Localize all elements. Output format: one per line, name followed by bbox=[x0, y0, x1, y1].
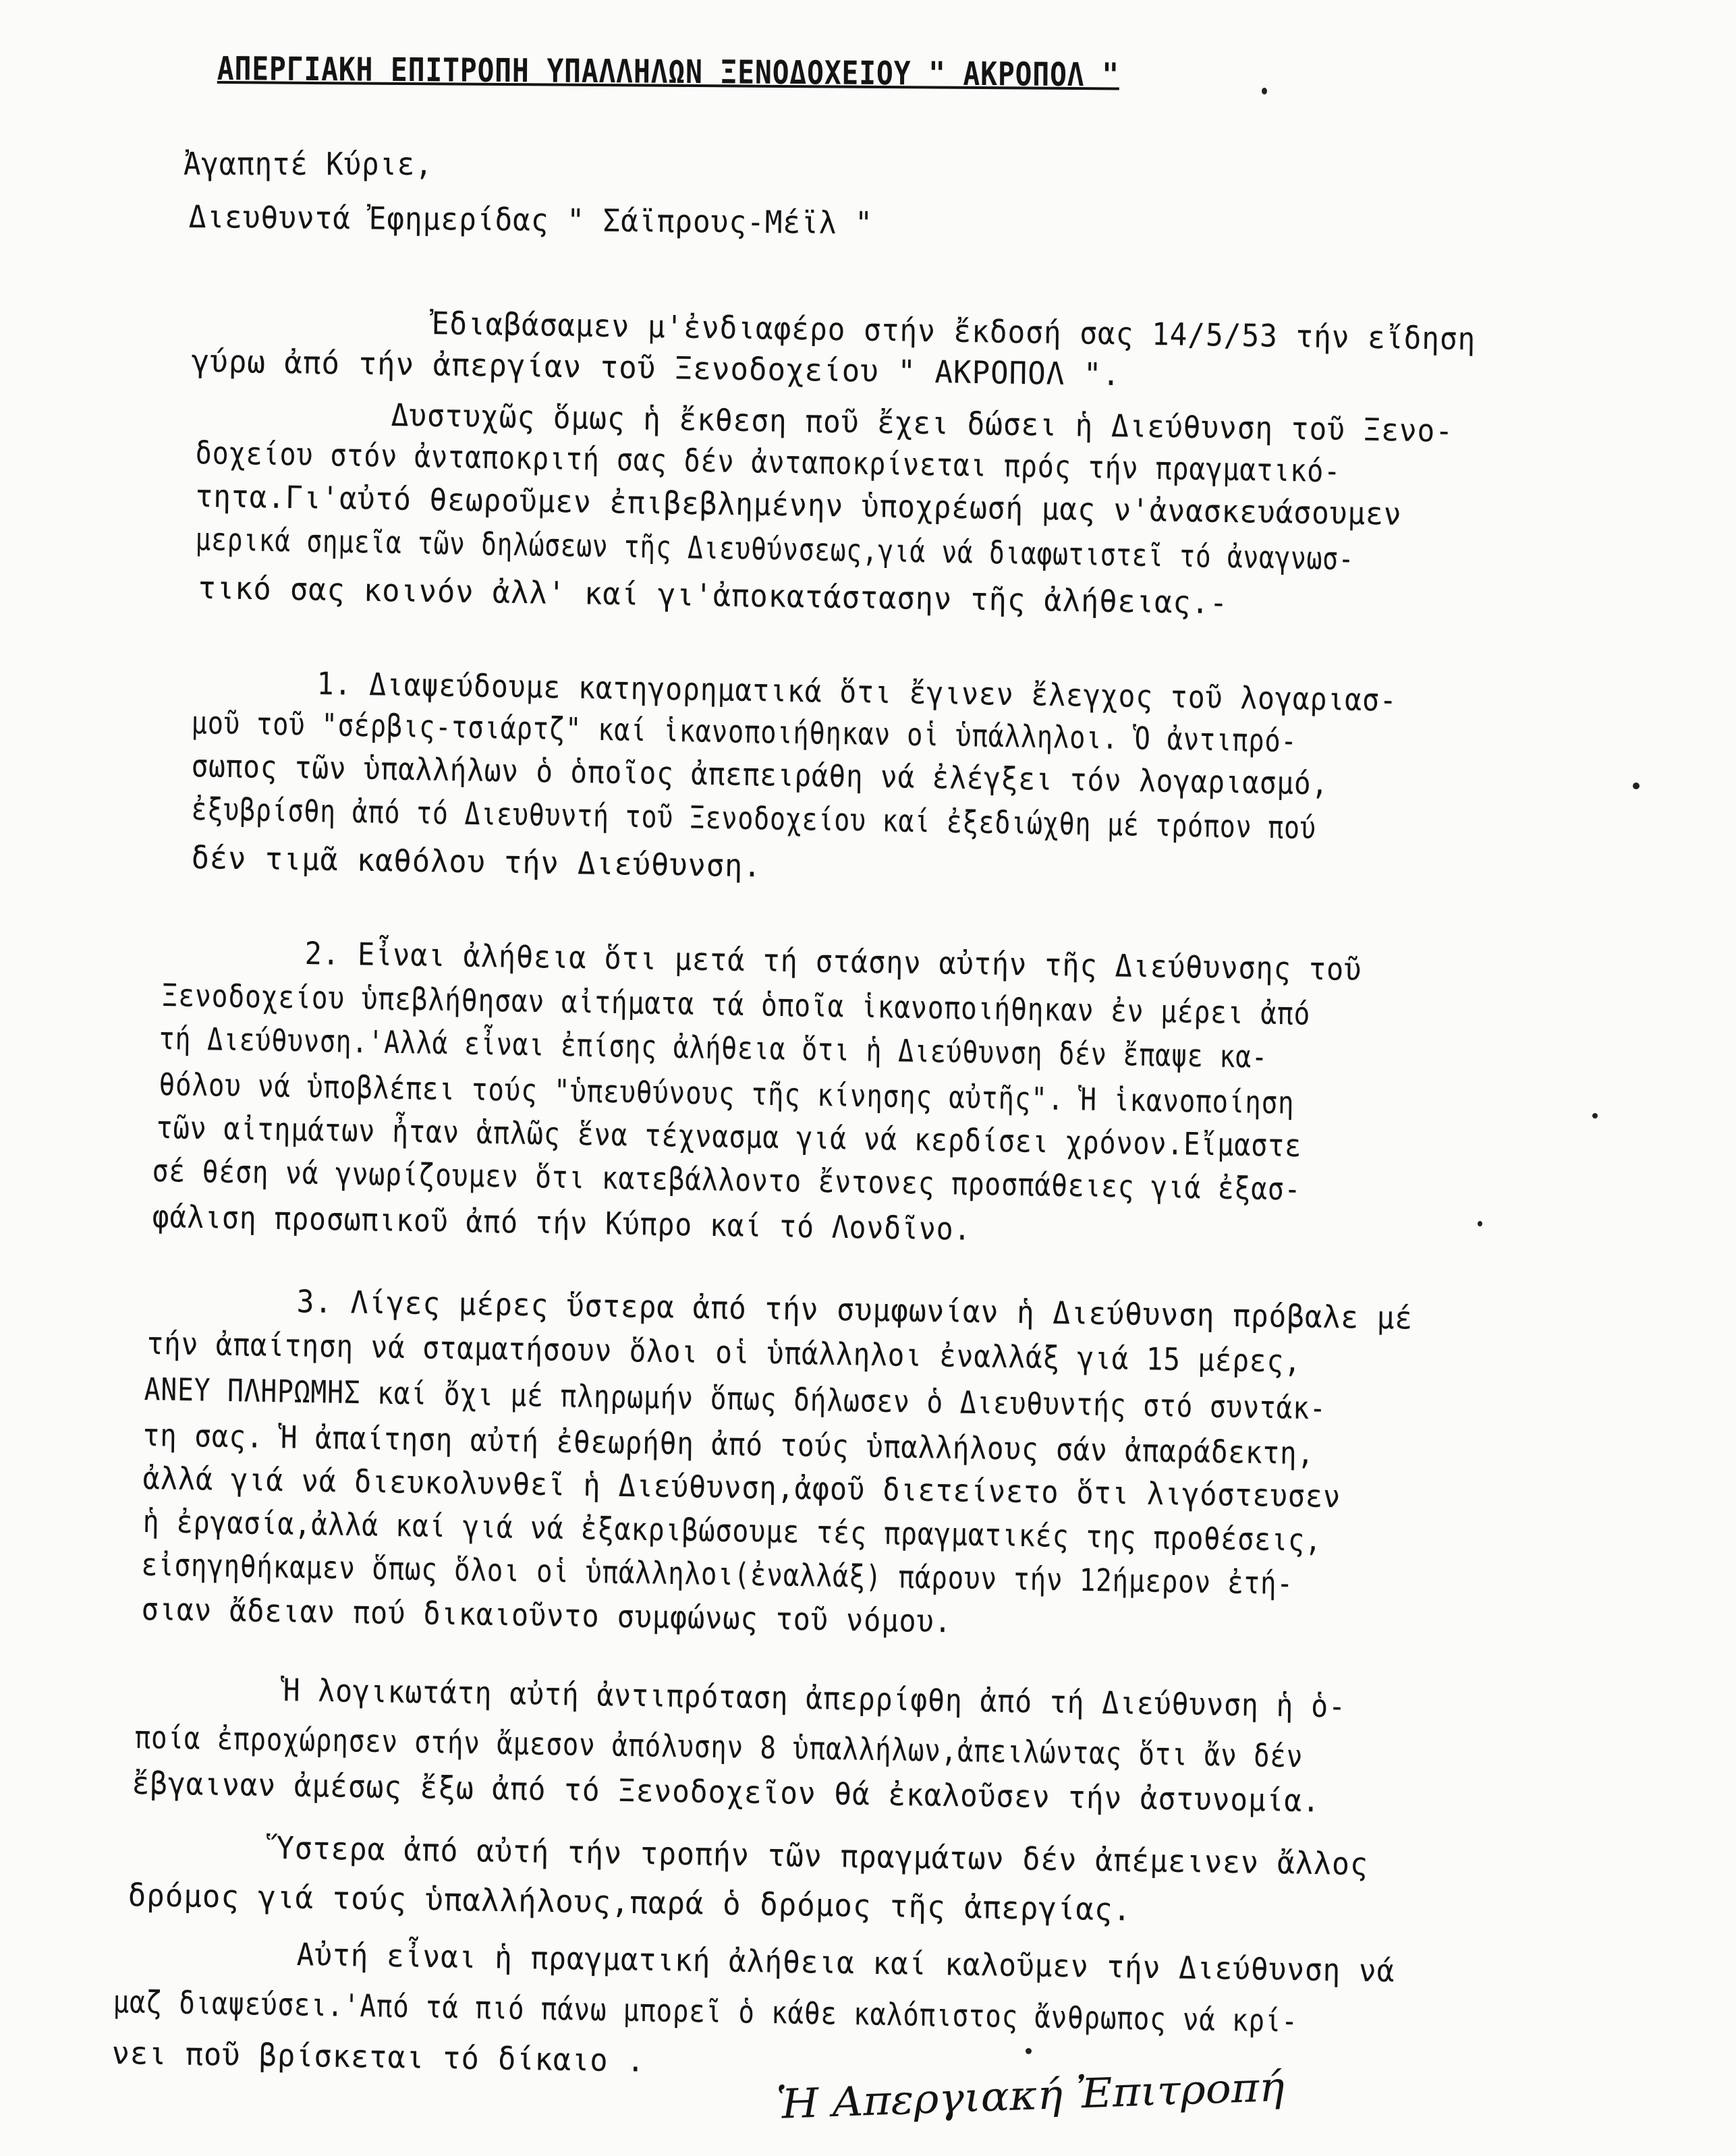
text-line: 2. Εἶναι ἀλήθεια ὅτι μετά τή στάσην αὐτήν τῆς Διεύθυνσης τοῦ bbox=[304, 935, 1362, 988]
text-line: φάλιση προσωπικοῦ ἀπό τήν Κύπρο καί τό Λονδῖνο. bbox=[152, 1198, 972, 1247]
text-line: γύρω ἀπό τήν ἀπεργίαν τοῦ Ξενοδοχείου " ΑΚΡΟΠΟΛ ". bbox=[191, 343, 1121, 393]
text-line: σιαν ἄδειαν πού δικαιοῦντο συμφώνως τοῦ νόμου. bbox=[141, 1591, 953, 1640]
text-line: τή Διεύθυνση.'Αλλά εἶναι ἐπίσης ἀλήθεια ὅτι ἡ Διεύθυνση δέν ἔπαψε κα- bbox=[159, 1020, 1268, 1075]
text-line: ἐξυβρίσθη ἀπό τό Διευθυντή τοῦ Ξενοδοχείου καί ἐξεδιώχθη μέ τρόπον πού bbox=[191, 791, 1317, 847]
text-line: μερικά σημεῖα τῶν δηλώσεων τῆς Διευθύνσεως,γιά νά διαφωτιστεῖ τό ἀναγνωσ- bbox=[195, 521, 1355, 577]
text-line: τικό σας κοινόν ἀλλ' καί γι'ἀποκατάστασην τῆς ἀλήθειας.- bbox=[198, 569, 1229, 621]
text-line: ἔβγαιναν ἀμέσως ἔξω ἀπό τό Ξενοδοχεῖον θά ἐκαλοῦσεν τήν ἀστυνομία. bbox=[132, 1765, 1321, 1819]
letter-heading: ΑΠΕΡΓΙΑΚΗ ΕΠΙΤΡΟΠΗ ΥΠΑΛΛΗΛΩΝ ΞΕΝΟΔΟΧΕΙΟΥ " ΑΚΡΟΠΟΛ " bbox=[217, 50, 1120, 94]
text-line: τῶν αἰτημάτων ἦταν ἁπλῶς ἕνα τέχνασμα γιά νά κερδίσει χρόνον.Εἴμαστε bbox=[156, 1109, 1302, 1164]
text-line: Δυστυχῶς ὅμως ἡ ἔκθεση ποῦ ἔχει δώσει ἡ Διεύθυνση τοῦ Ξενο- bbox=[391, 397, 1454, 449]
salutation: Ἀγαπητέ Κύριε, bbox=[184, 146, 433, 182]
text-line: εἰσηγηθήκαμεν ὅπως ὅλοι οἱ ὑπάλληλοι(ἐναλλάξ) πάρουν τήν 12ήμερον ἐτή- bbox=[141, 1546, 1294, 1602]
text-line: δέν τιμᾶ καθόλου τήν Διεύθυνση. bbox=[191, 839, 762, 884]
text-line: δοχείου στόν ἀνταποκριτή σας δέν ἀνταποκρίνεται πρός τήν πραγματικό- bbox=[195, 434, 1341, 490]
text-line: Ξενοδοχείου ὑπεβλήθησαν αἰτήματα τά ὁποῖα ἱκανοποιήθηκαν ἐν μέρει ἀπό bbox=[161, 977, 1311, 1032]
text-line: δρόμος γιά τούς ὑπαλλήλους,παρά ὁ δρόμος τῆς ἀπεργίας. bbox=[128, 1877, 1132, 1928]
text-line: ποία ἐπροχώρησεν στήν ἄμεσον ἀπόλυσην 8 ὑπαλλήλων,ἀπειλώντας ὅτι ἄν δέν bbox=[134, 1719, 1304, 1775]
photocopy-speck bbox=[1633, 783, 1640, 789]
text-line: Ἐδιαβάσαμεν μ'ἐνδιαφέρο στήν ἔκδοσή σας 14/5/53 τήν εἴδηση bbox=[431, 305, 1476, 358]
text-line: ΑΝΕΥ ΠΛΗΡΩΜΗΣ καί ὄχι μέ πληρωμήν ὅπως δήλωσεν ὁ Διευθυντής στό συντάκ- bbox=[144, 1371, 1326, 1427]
text-line: Αὐτή εἶναι ἡ πραγματική ἀλήθεια καί καλοῦμεν τήν Διεύθυνση νά bbox=[296, 1936, 1395, 1989]
photocopy-speck bbox=[1262, 88, 1267, 94]
text-line: Ἡ λογικωτάτη αὐτή ἀντιπρόταση ἀπερρίφθη ἀπό τή Διεύθυνση ἡ ὁ- bbox=[283, 1672, 1347, 1725]
handwritten-signature: Ἡ Απεργιακή Ἐπιτροπή bbox=[775, 2063, 1285, 2128]
text-line: τήν ἀπαίτηση νά σταματήσουν ὅλοι οἱ ὑπάλληλοι ἐναλλάξ γιά 15 μέρες, bbox=[146, 1325, 1301, 1380]
photocopy-speck bbox=[1478, 1221, 1482, 1226]
text-line: νει ποῦ βρίσκεται τό δίκαιο . bbox=[111, 2035, 646, 2079]
photocopy-speck bbox=[1026, 2048, 1032, 2054]
text-line: σωπος τῶν ὑπαλλήλων ὁ ὁποῖος ἀπεπειράθη νά ἐλέγξει τόν λογαριασμό, bbox=[191, 747, 1329, 802]
text-line: τητα.Γι'αὐτό θεωροῦμεν ἐπιβεβλημένην ὑποχρέωσή μας ν'ἀνασκευάσουμεν bbox=[195, 478, 1402, 532]
text-line: Ὕστερα ἀπό αὐτή τήν τροπήν τῶν πραγμάτων δέν ἀπέμεινεν ἄλλος bbox=[276, 1829, 1369, 1883]
addressee: Διευθυντά Ἐφημερίδας " Σάϊπρους-Μέϊλ " bbox=[188, 198, 874, 242]
text-line: τη σας. Ἡ ἀπαίτηση αὐτή ἐθεωρήθη ἀπό τούς ὑπαλλήλους σάν ἀπαράδεκτη, bbox=[142, 1417, 1315, 1472]
text-line: ἀλλά γιά νά διευκολυνθεῖ ἡ Διεύθυνση,ἀφοῦ διετείνετο ὅτι λιγόστευσεν bbox=[142, 1460, 1341, 1515]
photocopy-speck bbox=[1592, 1113, 1598, 1118]
text-line: θόλου νά ὑποβλέπει τούς "ὑπευθύνους τῆς κίνησης αὐτῆς". Ἡ ἱκανοποίηση bbox=[159, 1066, 1295, 1121]
text-line: 1. Διαψεύδουμε κατηγορηματικά ὅτι ἔγινεν ἔλεγχος τοῦ λογαριασ- bbox=[316, 665, 1398, 718]
text-line: μαζ διαψεύσει.'Από τά πιό πάνω μπορεῖ ὁ κάθε καλόπιστος ἄνθρωπος νά κρί- bbox=[113, 1983, 1298, 2039]
text-line: σέ θέση νά γνωρίζουμεν ὅτι κατεβάλλοντο ἔντονες προσπάθειες γιά ἐξασ- bbox=[152, 1152, 1301, 1208]
text-line: ἡ ἐργασία,ἀλλά καί γιά νά ἐξακριβώσουμε τές πραγματικές της προθέσεις, bbox=[142, 1503, 1322, 1559]
text-line: μοῦ τοῦ "σέρβις-τσιάρτζ" καί ἱκανοποιήθηκαν οἱ ὑπάλληλοι. Ὁ ἀντιπρό- bbox=[191, 704, 1297, 760]
text-line: 3. Λίγες μέρες ὕστερα ἀπό τήν συμφωνίαν ἡ Διεύθυνση πρόβαλε μέ bbox=[296, 1283, 1413, 1336]
